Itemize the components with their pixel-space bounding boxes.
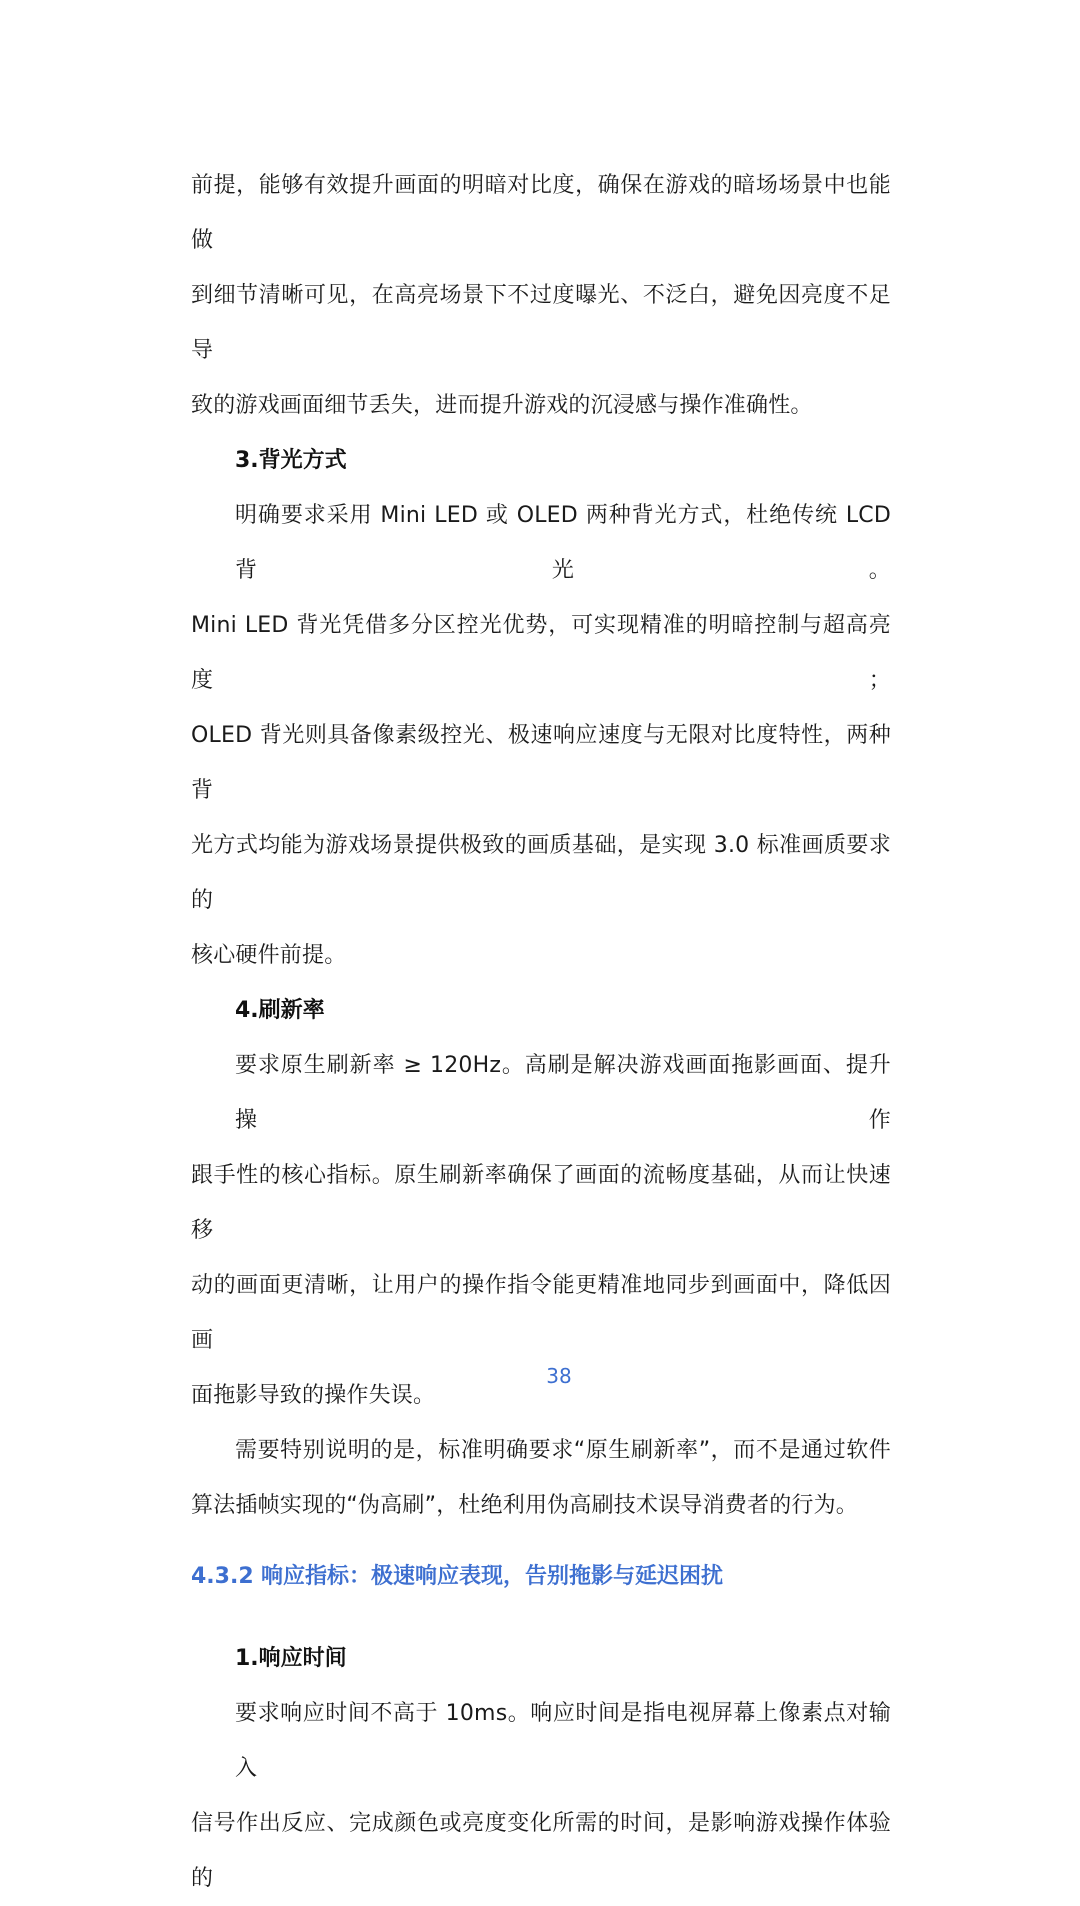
text-line: Mini LED 背光凭借多分区控光优势，可实现精准的明暗控制与超高亮度； bbox=[191, 613, 891, 693]
spacer bbox=[191, 1533, 891, 1563]
paragraph-response-time bbox=[191, 1686, 891, 1906]
paragraph-native-refresh-note bbox=[191, 1423, 891, 1533]
text-line: 面拖影导致的操作失误。 bbox=[191, 1383, 436, 1408]
page-number: 38 bbox=[546, 1364, 572, 1388]
page-content bbox=[191, 158, 891, 1906]
text-line: OLED 背光则具备像素级控光、极速响应速度与无限对比度特性，两种背 bbox=[191, 723, 891, 803]
text-line: 核心硬件前提。 bbox=[191, 943, 347, 968]
heading-refresh-rate: 4.刷新率 bbox=[235, 998, 325, 1023]
text-line: 要求原生刷新率 ≥ 120Hz。高刷是解决游戏画面拖影画面、提升操作 bbox=[235, 1053, 891, 1133]
spacer bbox=[191, 1591, 891, 1631]
paragraph-contrast-continuation bbox=[191, 158, 891, 433]
text-line: 致的游戏画面细节丢失，进而提升游戏的沉浸感与操作准确性。 bbox=[191, 393, 813, 418]
text-line: 要求响应时间不高于 10ms。响应时间是指电视屏幕上像素点对输入 bbox=[235, 1701, 891, 1781]
text-line: 跟手性的核心指标。原生刷新率确保了画面的流畅度基础，从而让快速移 bbox=[191, 1163, 891, 1243]
text-line: 信号作出反应、完成颜色或亮度变化所需的时间，是影响游戏操作体验的 bbox=[191, 1811, 891, 1891]
text-line: 光方式均能为游戏场景提供极致的画质基础，是实现 3.0 标准画质要求的 bbox=[191, 833, 891, 913]
paragraph-backlight bbox=[191, 488, 891, 983]
text-line: 前提，能够有效提升画面的明暗对比度，确保在游戏的暗场场景中也能做 bbox=[191, 173, 891, 253]
heading-response-time: 1.响应时间 bbox=[235, 1646, 347, 1671]
section-title-text: 响应指标：极速响应表现，告别拖影与延迟困扰 bbox=[261, 1564, 724, 1589]
text-line: 算法插帧实现的“伪高刷”，杜绝利用伪高刷技术误导消费者的行为。 bbox=[191, 1493, 858, 1518]
section-title-response bbox=[191, 1563, 891, 1591]
text-line: 需要特别说明的是，标准明确要求“原生刷新率”，而不是通过软件 bbox=[235, 1438, 891, 1463]
text-line: 到细节清晰可见，在高亮场景下不过度曝光、不泛白，避免因亮度不足导 bbox=[191, 283, 891, 363]
text-line: 明确要求采用 Mini LED 或 OLED 两种背光方式，杜绝传统 LCD 背光。 bbox=[235, 503, 891, 583]
section-number: 4.3.2 bbox=[191, 1564, 254, 1589]
text-line: 动的画面更清晰，让用户的操作指令能更精准地同步到画面中，降低因画 bbox=[191, 1273, 891, 1353]
heading-backlight: 3.背光方式 bbox=[235, 448, 347, 473]
